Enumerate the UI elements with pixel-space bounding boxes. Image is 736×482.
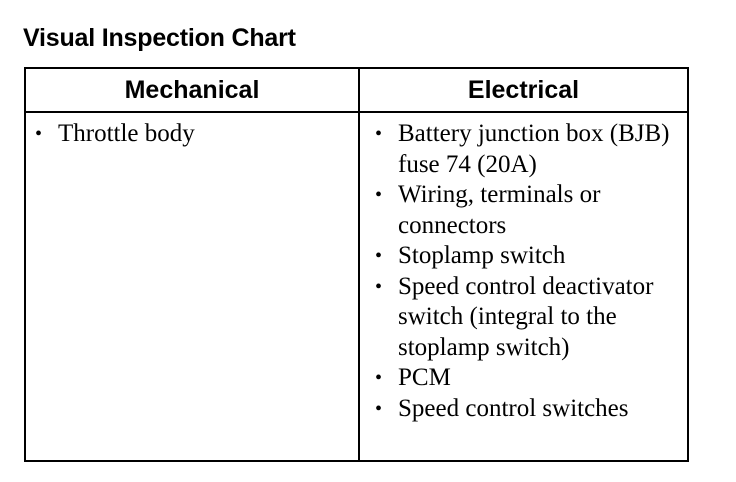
bullet-icon: • xyxy=(35,123,43,145)
column-divider xyxy=(358,69,360,460)
table-header-row xyxy=(26,69,687,113)
bullet-icon: • xyxy=(375,245,383,267)
mechanical-list xyxy=(35,119,350,150)
bullet-icon: • xyxy=(375,184,383,206)
header-mechanical: Mechanical xyxy=(124,75,260,104)
list-item xyxy=(375,394,685,425)
list-item xyxy=(375,363,685,394)
list-item xyxy=(375,272,685,364)
list-item xyxy=(35,119,350,150)
list-item-text: Stoplamp switch xyxy=(398,242,566,269)
list-item-text: Battery junction box (BJB) fuse 74 (20A) xyxy=(398,120,670,178)
list-item-text: PCM xyxy=(398,364,451,391)
list-item-text: Throttle body xyxy=(58,120,195,147)
bullet-icon: • xyxy=(375,275,383,298)
chart-title: Visual Inspection Chart xyxy=(23,24,296,52)
bullet-icon: • xyxy=(375,397,383,420)
bullet-icon: • xyxy=(375,367,383,389)
electrical-list xyxy=(375,119,685,424)
bullet-icon: • xyxy=(375,123,383,145)
list-item-text: Speed control switches xyxy=(398,394,629,422)
inspection-table xyxy=(24,67,689,462)
list-item xyxy=(375,119,685,180)
list-item xyxy=(375,241,685,272)
list-item-text: Wiring, terminals or connectors xyxy=(398,181,601,239)
list-item-text: Speed control deactivator switch (integral to the stoplamp switch) xyxy=(398,272,654,361)
list-item xyxy=(375,180,685,241)
header-electrical: Electrical xyxy=(467,75,580,104)
